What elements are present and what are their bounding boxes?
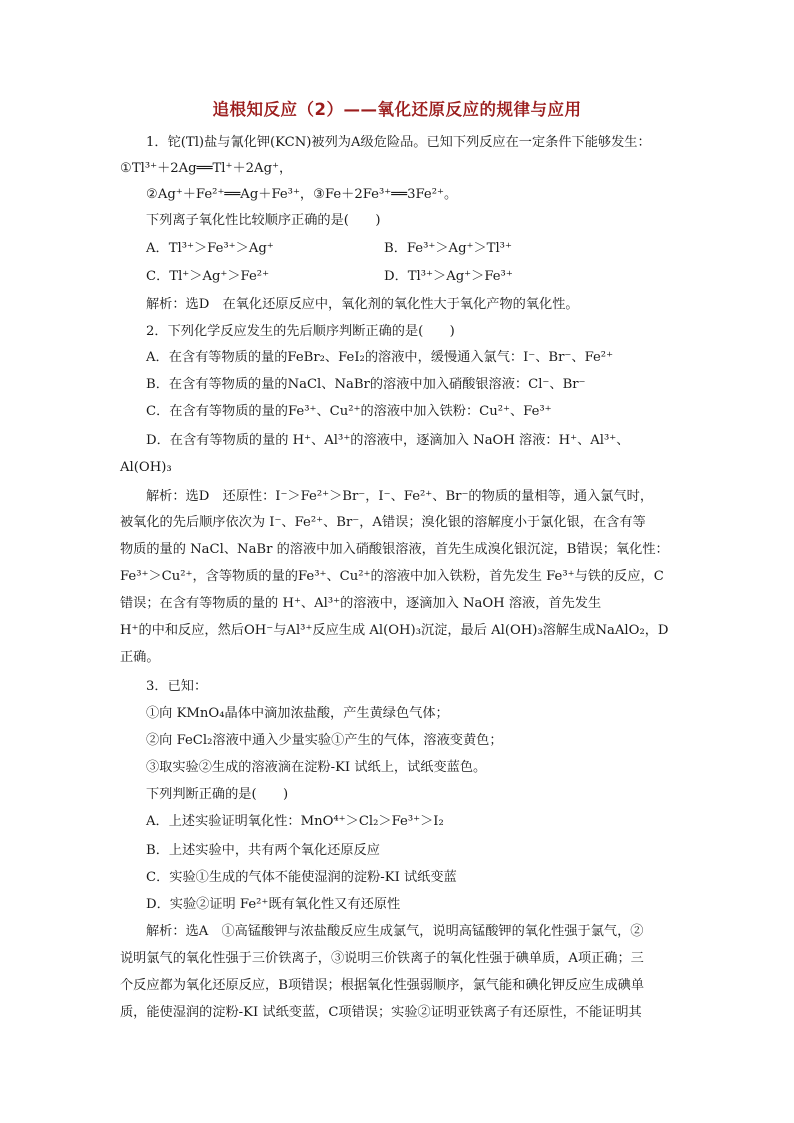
- q2-option-d-cont: Al(OH)₃: [120, 460, 172, 475]
- q3-analysis-3: 个反应都为氧化还原反应，B项错误；根据氧化性强弱顺序，氯气能和碘化钾反应生成碘单: [120, 978, 644, 993]
- q1-stem: 1．铊(Tl)盐与氰化钾(KCN)被列为A级危险品。已知下列反应在一定条件下能够发生：: [146, 135, 651, 150]
- q3-question: 下列判断正确的是( ): [146, 787, 289, 802]
- q3-analysis-2: 说明氯气的氧化性强于三价铁离子，③说明三价铁离子的氧化性强于碘单质，A项正确；三: [120, 951, 644, 966]
- q3-step-1: ①向 KMnO₄晶体中滴加浓盐酸，产生黄绿色气体；: [146, 706, 449, 721]
- q1-option-c: C．Tl⁺＞Ag⁺＞Fe²⁺: [146, 269, 270, 284]
- q3-option-d: D．实验②证明 Fe²⁺既有氧化性又有还原性: [146, 897, 401, 912]
- q3-analysis-1: 解析：选A ①高锰酸钾与浓盐酸反应生成氯气，说明高锰酸钾的氧化性强于氯气，②: [146, 924, 644, 939]
- q3-step-3: ③取实验②生成的溶液滴在淀粉-KI 试纸上，试纸变蓝色。: [146, 760, 487, 775]
- q1-analysis: 解析：选D 在氧化还原反应中，氧化剂的氧化性大于氧化产物的氧化性。: [146, 297, 579, 312]
- q2-analysis-5: 错误；在含有等物质的量的 H⁺、Al³⁺的溶液中，逐滴加入 NaOH 溶液，首先发生: [120, 596, 602, 611]
- q1-option-d: D．Tl³⁺＞Ag⁺＞Fe³⁺: [384, 269, 513, 284]
- q1-option-a: A．Tl³⁺＞Fe³⁺＞Ag⁺: [146, 241, 274, 256]
- q2-analysis-3: 物质的量的 NaCl、NaBr 的溶液中加入硝酸银溶液，首先生成溴化银沉淀，B错误；氧化性：: [120, 542, 669, 557]
- q2-option-b: B．在含有等物质的量的NaCl、NaBr的溶液中加入硝酸银溶液：Cl⁻、Br⁻: [146, 377, 586, 392]
- q2-analysis-7: 正确。: [120, 650, 160, 665]
- q2-analysis-6: H⁺的中和反应，然后OH⁻与Al³⁺反应生成 Al(OH)₃沉淀，最后 Al(OH)₃溶解生成NaAlO₂，D: [120, 623, 669, 638]
- q2-option-a: A．在含有等物质的量的FeBr₂、FeI₂的溶液中，缓慢通入氯气：I⁻、Br⁻、Fe²⁺: [146, 350, 614, 365]
- q2-analysis-4: Fe³⁺＞Cu²⁺，含等物质的量的Fe³⁺、Cu²⁺的溶液中加入铁粉，首先发生 Fe³⁺与铁的反应，C: [120, 569, 664, 584]
- q2-analysis-1: 解析：选D 还原性：I⁻＞Fe²⁺＞Br⁻，I⁻、Fe²⁺、Br⁻的物质的量相等，通入氯气时，: [146, 489, 654, 504]
- page-title: 追根知反应（2）——氧化还原反应的规律与应用: [212, 100, 582, 119]
- q3-stem: 3．已知：: [146, 679, 208, 694]
- q3-option-b: B．上述实验中，共有两个氧化还原反应: [146, 843, 380, 858]
- q3-step-2: ②向 FeCl₂溶液中通入少量实验①产生的气体，溶液变黄色；: [146, 733, 503, 748]
- q2-analysis-2: 被氧化的先后顺序依次为 I⁻、Fe²⁺、Br⁻，A错误；溴化银的溶解度小于氯化银，在含有等: [120, 515, 646, 530]
- q2-option-d: D．在含有等物质的量的 H⁺、Al³⁺的溶液中，逐滴加入 NaOH 溶液：H⁺、Al³⁺、: [146, 433, 630, 448]
- q1-reaction-2-3: ②Ag⁺＋Fe²⁺══Ag＋Fe³⁺，③Fe＋2Fe³⁺══3Fe²⁺。: [146, 187, 458, 202]
- q3-analysis-4: 质，能使湿润的淀粉-KI 试纸变蓝，C项错误；实验②证明亚铁离子有还原性，不能证明其: [120, 1005, 642, 1020]
- q2-option-c: C．在含有等物质的量的Fe³⁺、Cu²⁺的溶液中加入铁粉：Cu²⁺、Fe³⁺: [146, 404, 552, 419]
- q3-option-a: A．上述实验证明氧化性：MnO⁴⁺＞Cl₂＞Fe³⁺＞I₂: [146, 814, 444, 829]
- q1-question: 下列离子氧化性比较顺序正确的是( ): [146, 213, 381, 228]
- q1-reaction-1: ①Tl³⁺＋2Ag══Tl⁺＋2Ag⁺，: [120, 161, 293, 176]
- q3-option-c: C．实验①生成的气体不能使湿润的淀粉-KI 试纸变蓝: [146, 870, 457, 885]
- q1-option-b: B．Fe³⁺＞Ag⁺＞Tl³⁺: [384, 241, 512, 256]
- q2-stem: 2．下列化学反应发生的先后顺序判断正确的是( ): [146, 324, 455, 339]
